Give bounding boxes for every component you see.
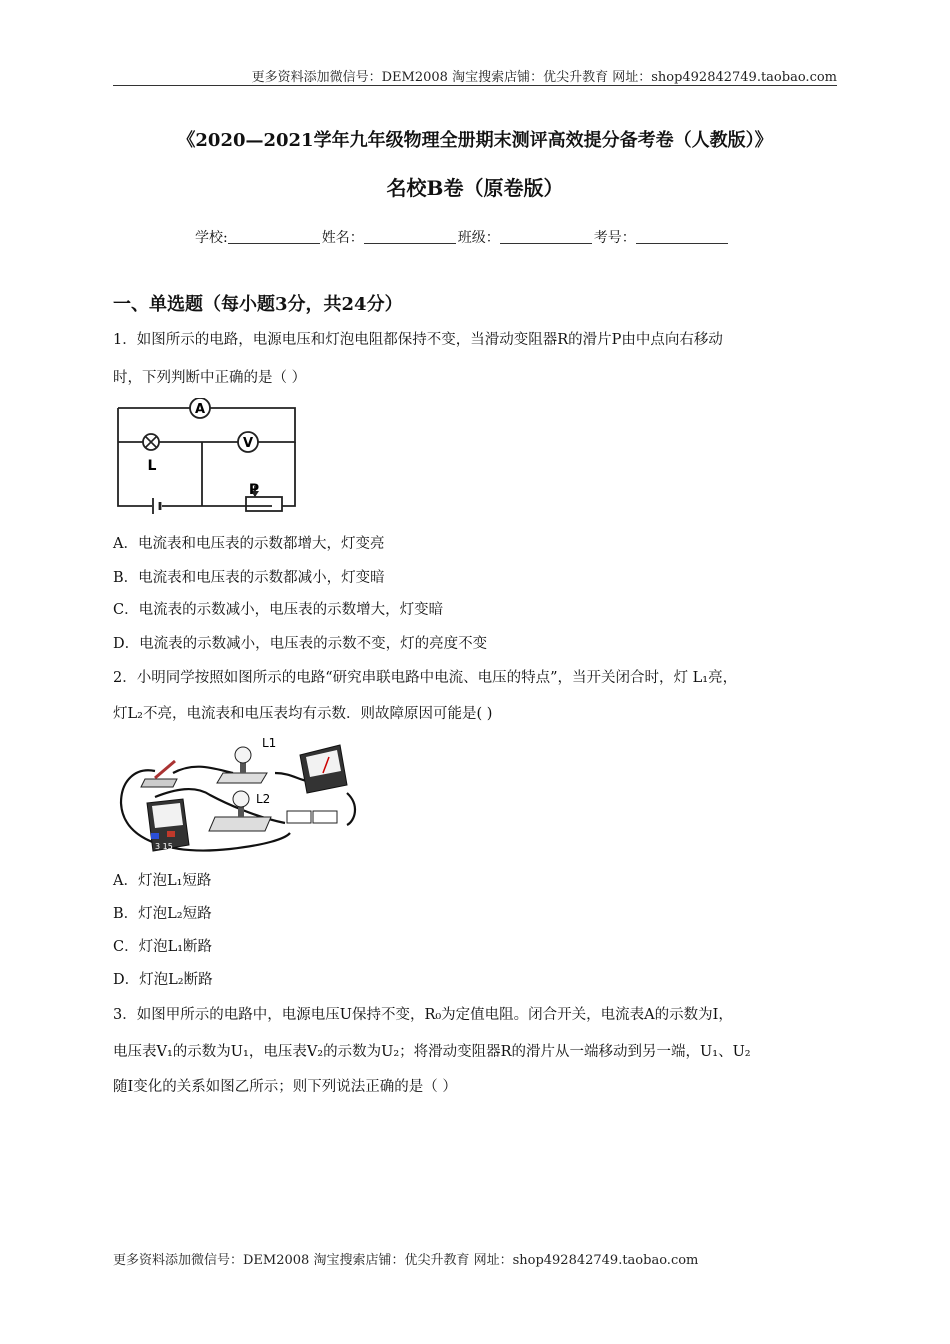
voltmeter-symbol [238, 432, 258, 452]
class-field[interactable] [500, 230, 592, 244]
section-heading: 一、单选题（每小题3分，共24分） [113, 294, 403, 315]
lamp-l2-label: L2 [256, 792, 271, 806]
resistors-icon [287, 811, 337, 823]
q1-stem-line2: 时，下列判断中正确的是（ ） [113, 370, 307, 386]
q3-stem-line2: 电压表V₁的示数为U₁，电压表V₂的示数为U₂；将滑动变阻器R的滑片从一端移动到另一端，U₁、U₂ [113, 1044, 751, 1060]
school-field[interactable] [228, 230, 320, 244]
ammeter-icon [300, 745, 347, 793]
q2-option-a[interactable]: A．灯泡L₁短路 [113, 873, 212, 889]
lamp-symbol [143, 434, 159, 450]
lamp-label: L [147, 458, 157, 474]
lamp-l1-label: L1 [262, 736, 277, 750]
q2-option-b[interactable]: B．灯泡L₂短路 [113, 906, 212, 922]
page-header: 更多资料添加微信号：DEM2008 淘宝搜索店铺：优尖升教育 网址：shop492842749.taobao.com [251, 70, 837, 85]
q2-option-d[interactable]: D．灯泡L₂断路 [113, 972, 213, 988]
slider-label: P [248, 482, 260, 498]
q1-option-d[interactable]: D．电流表的示数减小，电压表的示数不变，灯的亮度不变 [113, 636, 488, 652]
q1-option-a[interactable]: A．电流表和电压表的示数都增大，灯变亮 [113, 536, 385, 552]
q3-stem-line1: 3．如图甲所示的电路中，电源电压U保持不变，R₀为定值电阻。闭合开关，电流表A的示数为I， [113, 1007, 733, 1023]
q1-option-b[interactable]: B．电流表和电压表的示数都减小，灯变暗 [113, 570, 385, 586]
q2-circuit-photo [115, 733, 360, 863]
switch-icon [141, 761, 177, 787]
number-label: 考号： [593, 230, 636, 246]
number-field[interactable] [636, 230, 728, 244]
document-subtitle: 名校B卷（原卷版） [386, 176, 564, 200]
q3-stem-line3: 随I变化的关系如图乙所示；则下列说法正确的是（ ） [113, 1079, 457, 1095]
voltmeter-terminal-labels: 3 15 [155, 842, 173, 851]
student-info-line [195, 227, 730, 247]
class-label: 班级： [457, 230, 500, 246]
header-divider [113, 85, 837, 86]
school-label: 学校: [195, 230, 228, 246]
q1-circuit-diagram [112, 398, 302, 518]
document-title: 《2020—2021学年九年级物理全册期末测评高效提分备考卷（人教版）》 [177, 130, 773, 151]
svg-text:A: A [194, 402, 206, 417]
q2-stem-line1: 2．小明同学按照如图所示的电路“研究串联电路中电流、电压的特点”，当开关闭合时，灯 L₁亮， [113, 670, 738, 686]
name-field[interactable] [364, 230, 456, 244]
svg-text:V: V [242, 436, 254, 451]
ammeter-symbol [190, 398, 210, 418]
q2-option-c[interactable]: C．灯泡L₁断路 [113, 939, 213, 955]
lamp-l1-icon [217, 747, 267, 783]
name-label: 姓名： [321, 230, 364, 246]
q2-stem-line2: 灯L₂不亮，电流表和电压表均有示数．则故障原因可能是( ) [113, 706, 493, 722]
q1-stem-line1: 1．如图所示的电路，电源电压和灯泡电阻都保持不变，当滑动变阻器R的滑片P由中点向右移动 [113, 332, 723, 348]
q1-option-c[interactable]: C．电流表的示数减小，电压表的示数增大，灯变暗 [113, 602, 444, 618]
page-footer: 更多资料添加微信号：DEM2008 淘宝搜索店铺：优尖升教育 网址：shop492842749.taobao.com [113, 1253, 699, 1268]
